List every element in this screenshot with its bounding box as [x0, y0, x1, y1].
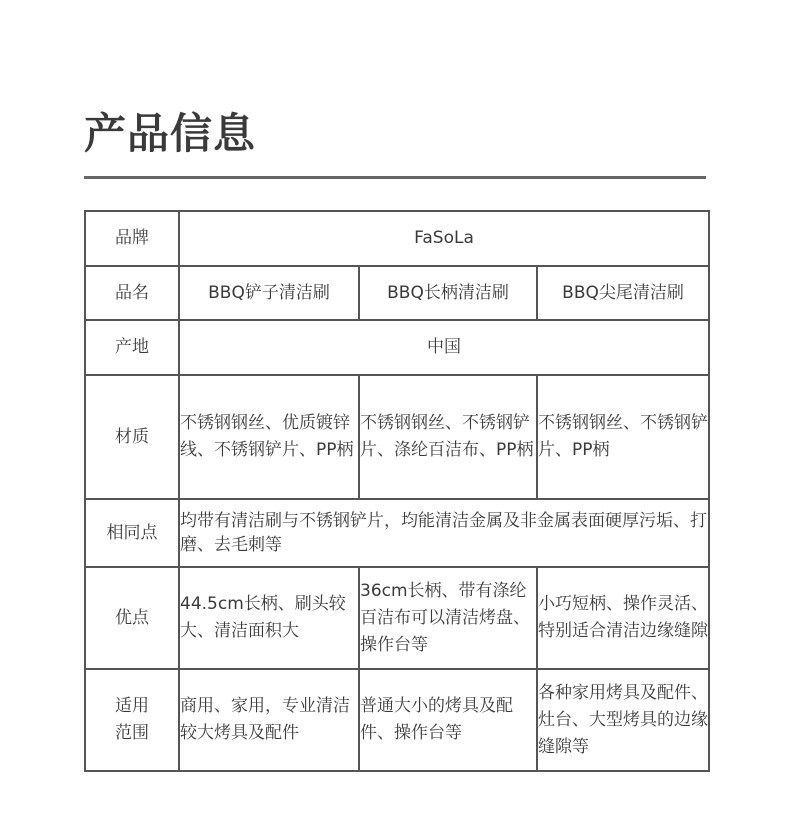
product-spec-table — [84, 210, 710, 772]
usage-3: 各种家用烤具及配件、灶台、大型烤具的边缘缝隙等 — [537, 669, 709, 771]
row-label-origin: 产地 — [85, 320, 179, 375]
product-name-1: BBQ铲子清洁刷 — [179, 266, 359, 320]
advantage-2: 36cm长柄、带有涤纶百洁布可以清洁烤盘、操作台等 — [359, 567, 537, 669]
table-row-name — [85, 266, 709, 320]
row-label-brand: 品牌 — [85, 211, 179, 266]
row-label-common: 相同点 — [85, 499, 179, 567]
row-label-name: 品名 — [85, 266, 179, 320]
table-row-material — [85, 375, 709, 499]
common-value: 均带有清洁刷与不锈钢铲片，均能清洁金属及非金属表面硬厚污垢、打磨、去毛刺等 — [179, 499, 709, 567]
table-row-brand — [85, 211, 709, 266]
table-row-origin — [85, 320, 709, 375]
title-divider — [84, 176, 706, 179]
row-label-material: 材质 — [85, 375, 179, 499]
usage-1: 商用、家用，专业清洁较大烤具及配件 — [179, 669, 359, 771]
product-name-3: BBQ尖尾清洁刷 — [537, 266, 709, 320]
material-2: 不锈钢钢丝、不锈钢铲片、涤纶百洁布、PP柄 — [359, 375, 537, 499]
advantage-1: 44.5cm长柄、刷头较大、清洁面积大 — [179, 567, 359, 669]
brand-value: FaSoLa — [179, 211, 709, 266]
page-title: 产品信息 — [84, 109, 257, 158]
table-row-common — [85, 499, 709, 567]
origin-value: 中国 — [179, 320, 709, 375]
table-row-advantage — [85, 567, 709, 669]
advantage-3: 小巧短柄、操作灵活、特别适合清洁边缘缝隙 — [537, 567, 709, 669]
product-name-2: BBQ长柄清洁刷 — [359, 266, 537, 320]
row-label-usage-line2: 范围 — [115, 723, 149, 743]
row-label-advantage: 优点 — [85, 567, 179, 669]
table-row-usage — [85, 669, 709, 771]
row-label-usage — [85, 669, 179, 771]
row-label-usage-line1: 适用 — [115, 696, 149, 716]
material-1: 不锈钢钢丝、优质镀锌线、不锈钢铲片、PP柄 — [179, 375, 359, 499]
usage-2: 普通大小的烤具及配件、操作台等 — [359, 669, 537, 771]
material-3: 不锈钢钢丝、不锈钢铲片、PP柄 — [537, 375, 709, 499]
